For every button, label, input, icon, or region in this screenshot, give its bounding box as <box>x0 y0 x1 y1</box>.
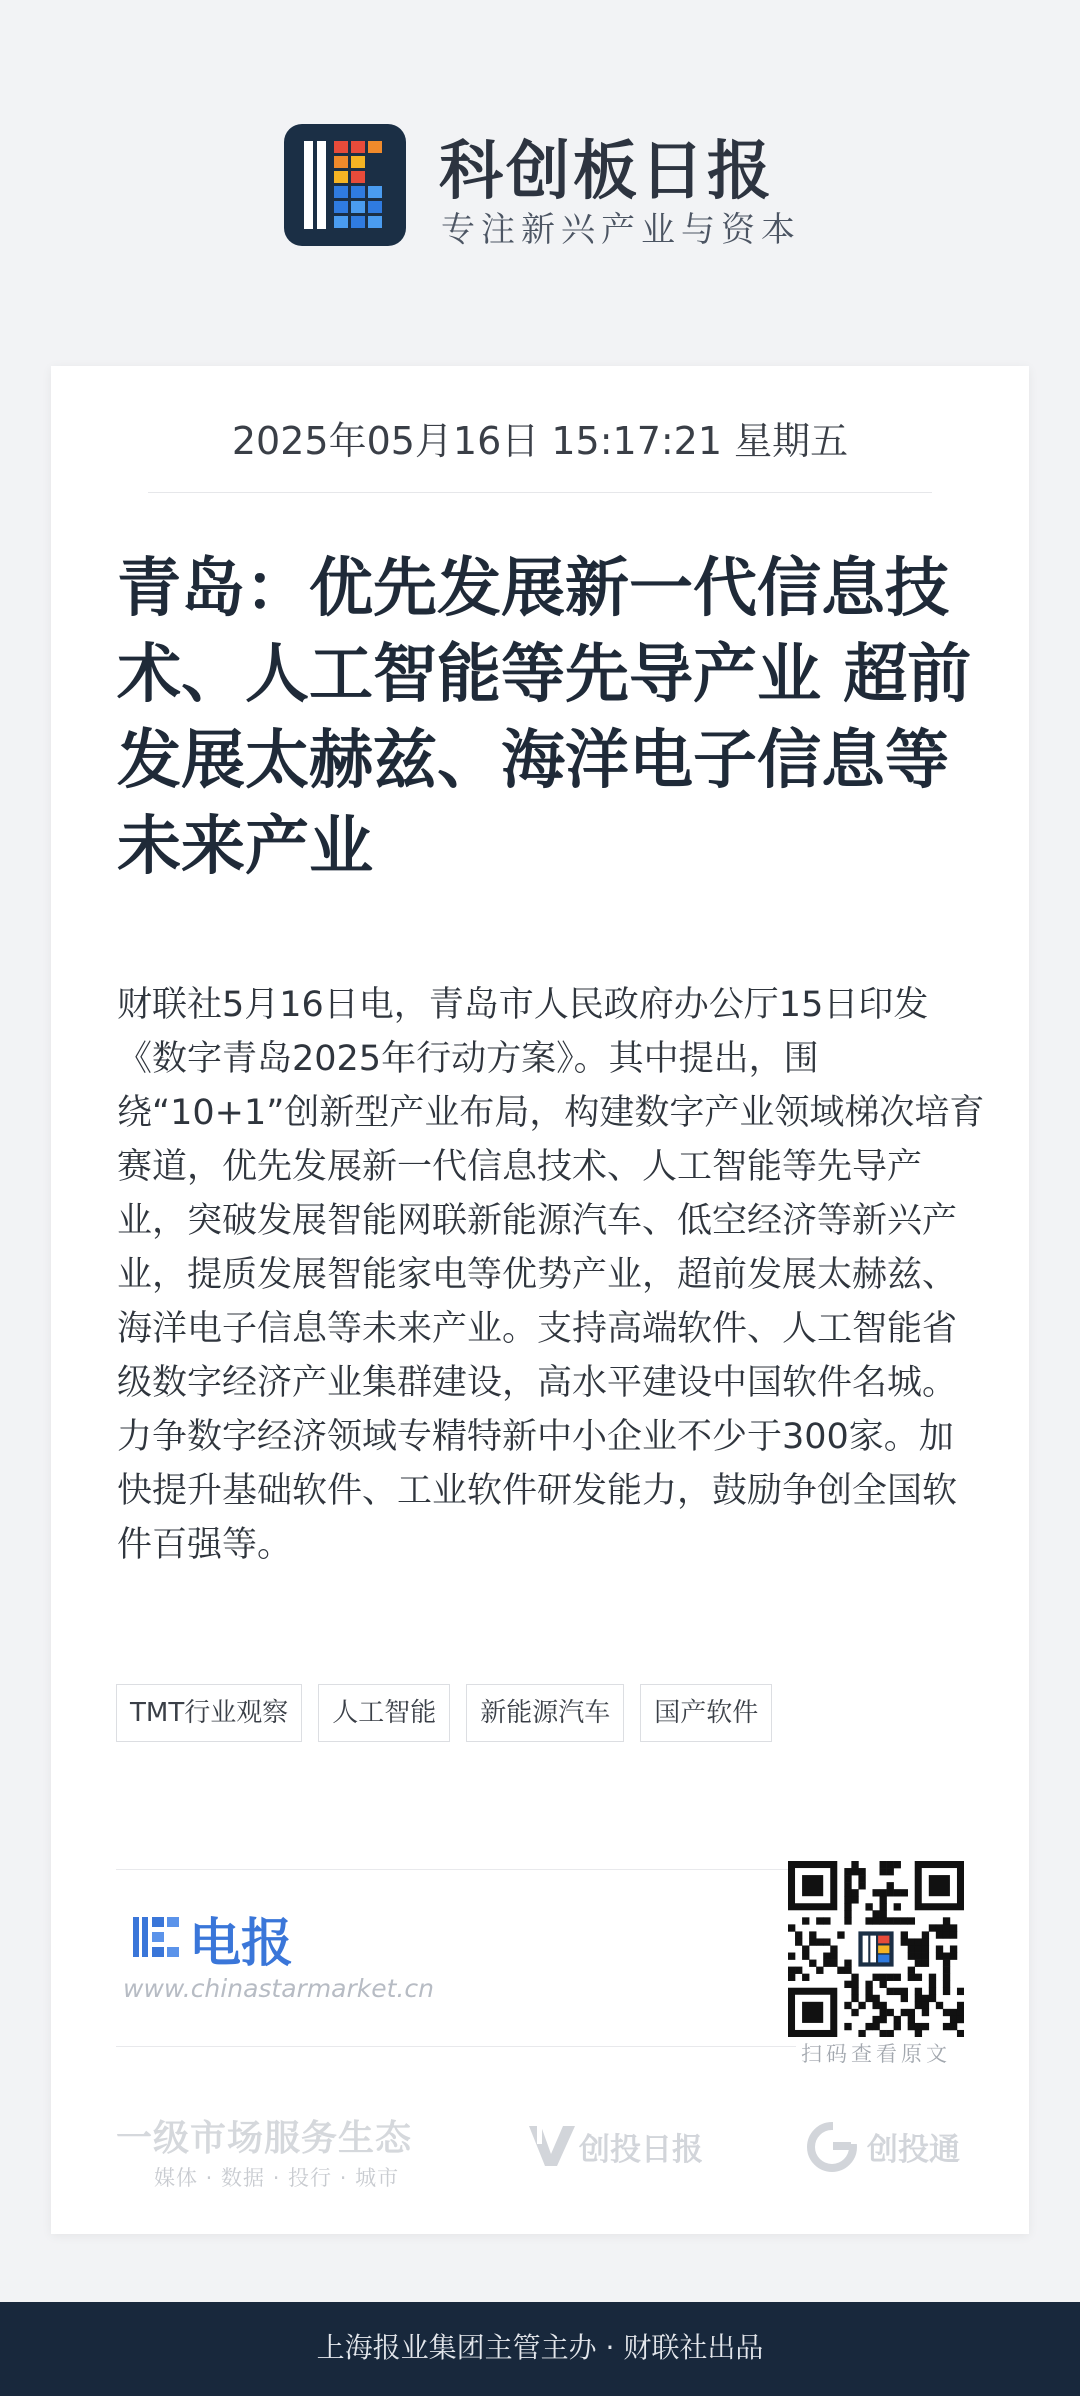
brand-slogan: 专注新兴产业与资本 <box>441 210 801 250</box>
chuangtou-ribao-logo <box>527 2122 703 2172</box>
footer-text: 上海报业集团主管主办 · 财联社出品 <box>316 2331 764 2364</box>
divider <box>148 492 932 493</box>
tag-tmt[interactable]: TMT行业观察 <box>116 1684 302 1742</box>
tag-ai[interactable]: 人工智能 <box>318 1684 450 1742</box>
article-datetime: 2025年05月16日 15:17:21 星期五 <box>231 419 849 463</box>
qr-caption: 扫码查看原文 <box>801 2042 951 2066</box>
dianbao-logo-icon <box>131 1911 183 1963</box>
brand-name: 科创板日报 <box>439 135 774 209</box>
site-url[interactable]: www.chinastarmarket.cn <box>123 1974 434 2003</box>
chuangtoutong-logo <box>807 2122 960 2176</box>
dianbao-label: 电报 <box>189 1914 294 1974</box>
article-body: 财联社5月16日电，青岛市人民政府办公厅15日印发《数字青岛2025年行动方案》。其中提出，围绕“10+1”创新型产业布局，构建数字产业领域梯次培育赛道，优先发展新一代信息技术、人工智能等先导产业，突破发展智能网联新能源汽车、低空经济等新兴产业，提质发展智能家电等优势产业，超前发展太赫兹、海洋电子信息等未来产业。支持高端软件、人工智能省级数字经济产业集群建设，高水平建设中国软件名城。力争数字经济领域专精特新中小企业不少于300家。加快提升基础软件、工业软件研发能力，鼓励争创全国软件百强等。 <box>117 985 985 1565</box>
divider <box>116 2046 796 2047</box>
partner-chuangtoutong: 创投通 <box>867 2132 960 2168</box>
qr-code-icon[interactable] <box>788 1861 964 2037</box>
chuangtou-ribao-logo-icon <box>527 2122 577 2168</box>
tag-software[interactable]: 国产软件 <box>640 1684 772 1742</box>
kechuangban-logo-icon <box>284 124 406 246</box>
divider <box>116 1869 796 1870</box>
eco-subtitle: 媒体 · 数据 · 投行 · 城市 <box>154 2166 400 2190</box>
partner-chuangtou-ribao: 创投日报 <box>579 2132 703 2168</box>
tag-list <box>116 1684 772 1742</box>
tag-nev[interactable]: 新能源汽车 <box>466 1684 624 1742</box>
article-card <box>51 366 1029 2234</box>
chuangtoutong-logo-icon <box>807 2122 857 2172</box>
brand-header <box>284 120 884 250</box>
eco-title: 一级市场服务生态 <box>116 2118 413 2159</box>
page-footer <box>0 2302 1080 2396</box>
article-headline: 青岛：优先发展新一代信息技术、人工智能等先导产业 超前发展太赫兹、海洋电子信息等未来产业 <box>117 552 972 884</box>
